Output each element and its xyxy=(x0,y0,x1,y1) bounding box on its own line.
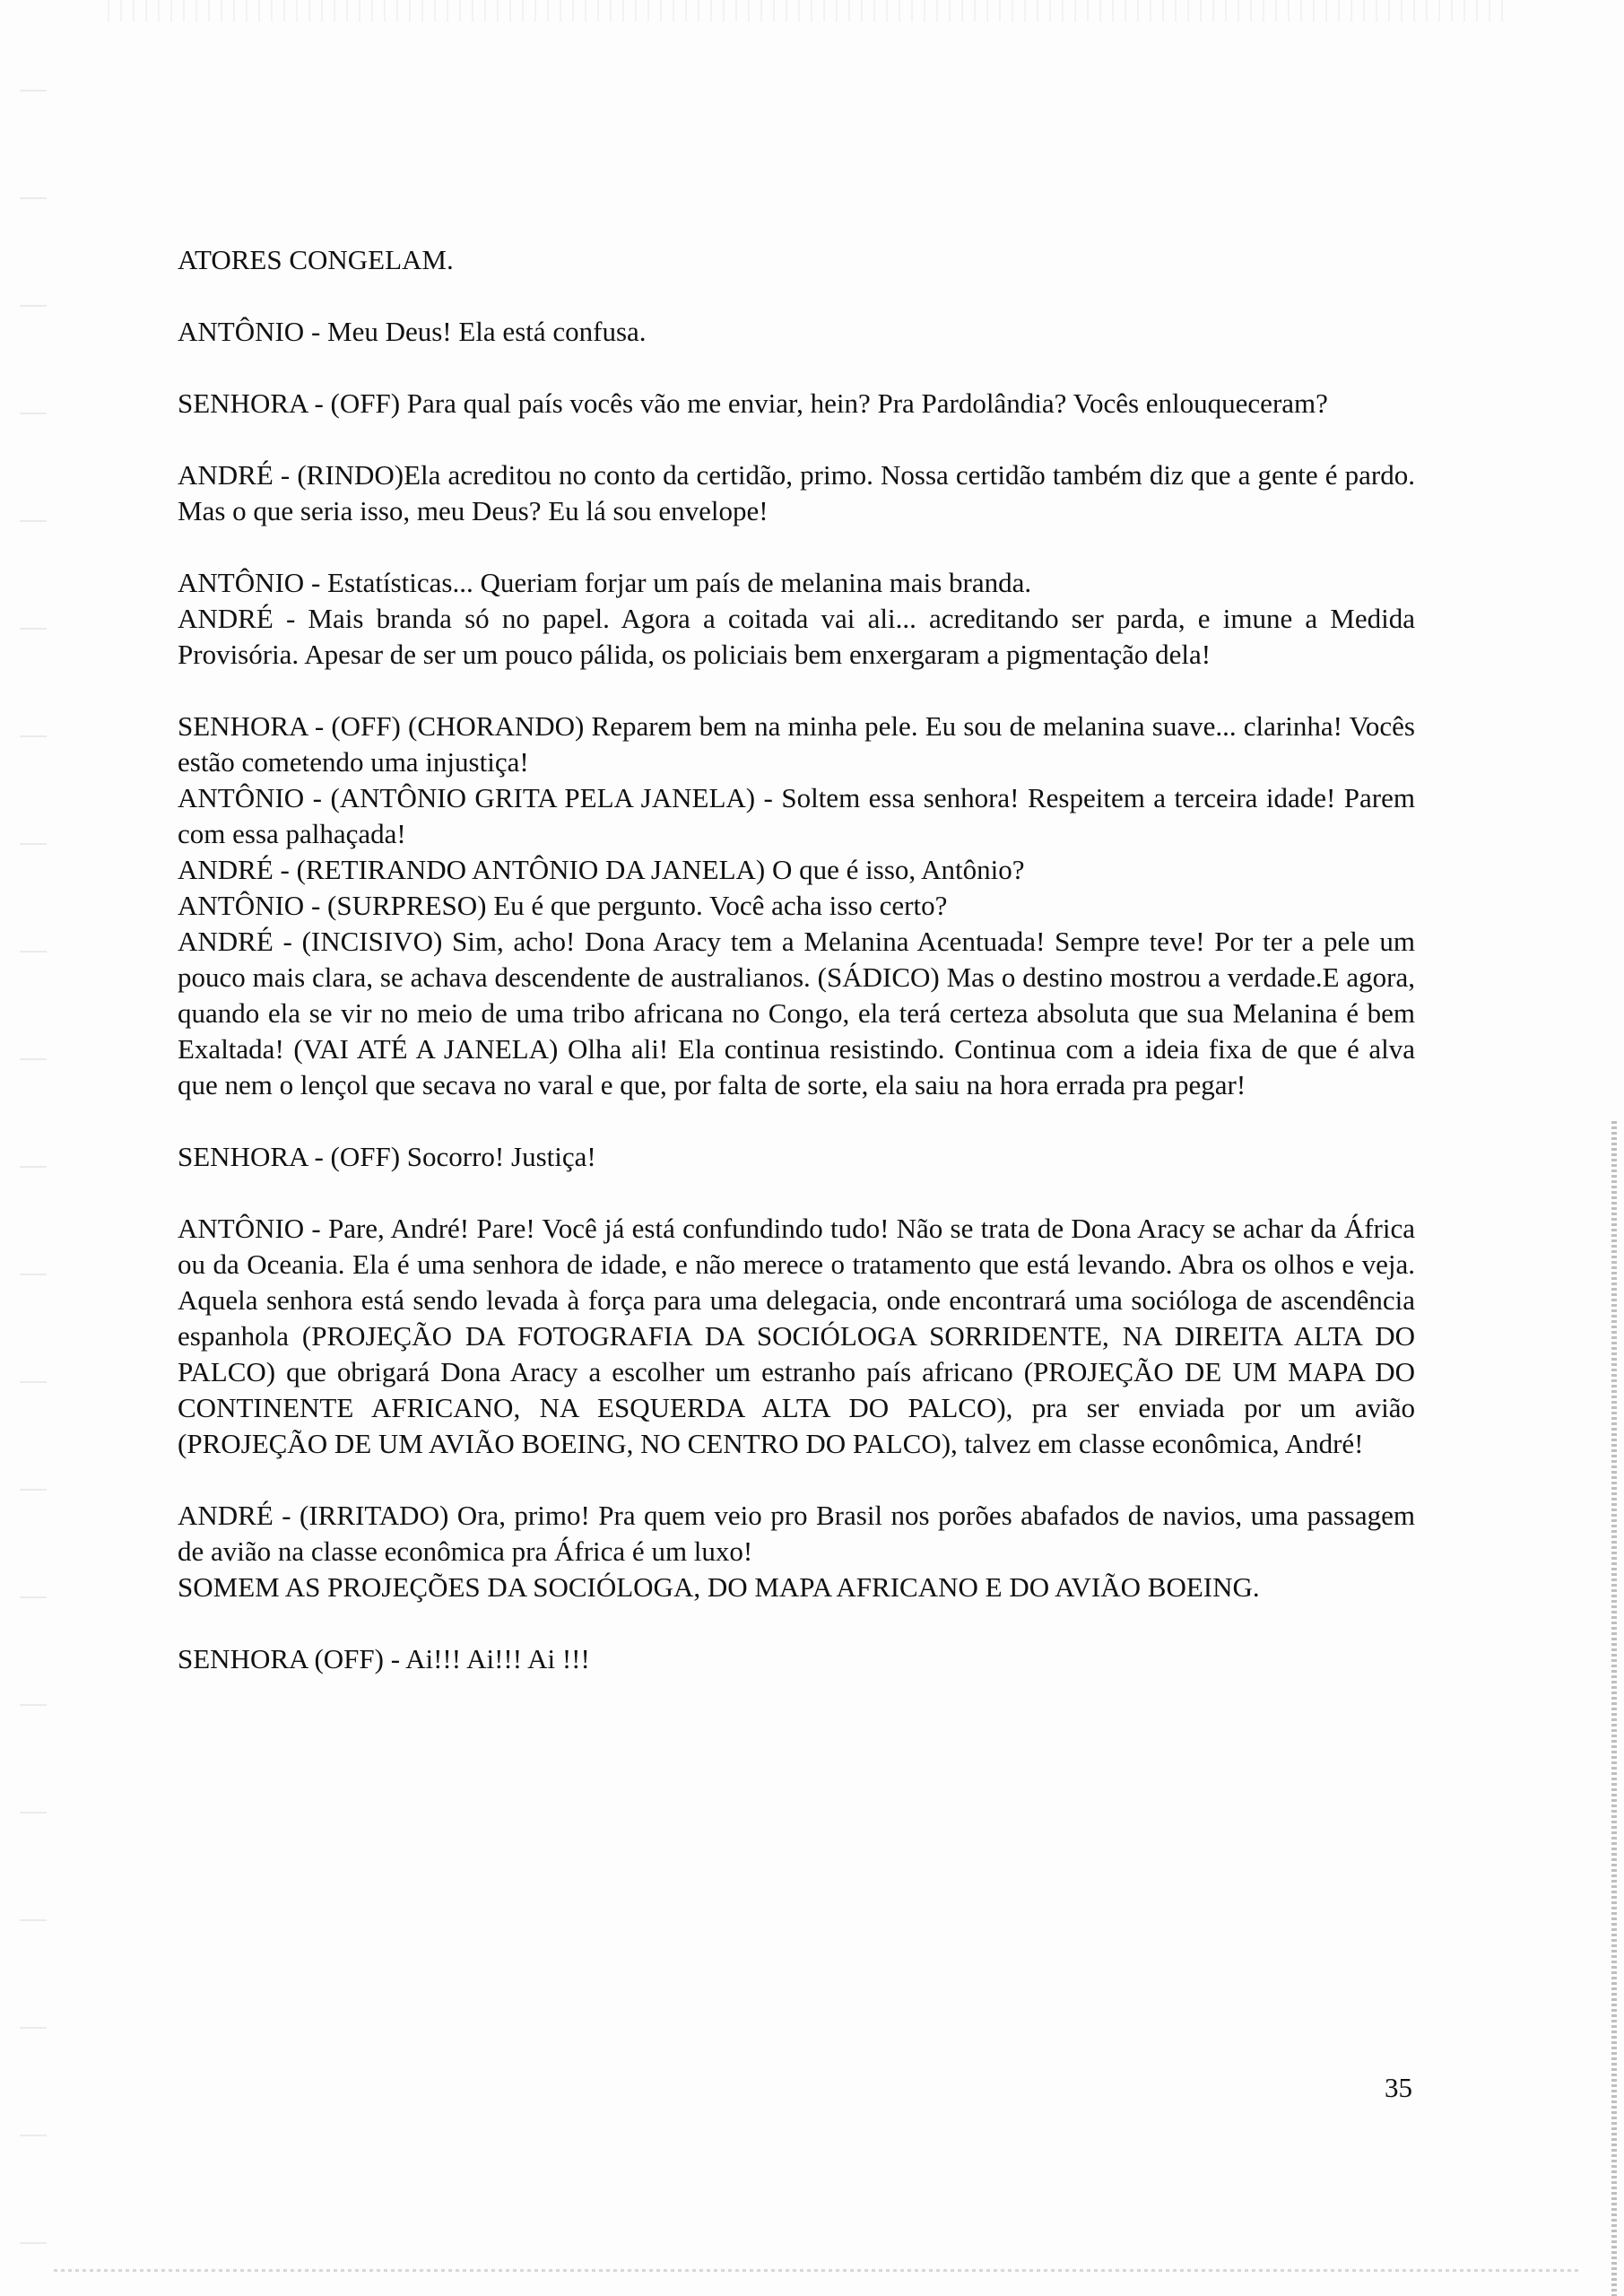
script-text xyxy=(178,242,1415,1677)
dialogue-line: SENHORA - (OFF) Socorro! Justiça! xyxy=(178,1141,596,1172)
dialogue-line: ANDRÉ - (RETIRANDO ANTÔNIO DA JANELA) O que é isso, Antônio? xyxy=(178,854,1025,885)
dialogue-line: ANDRÉ - (RINDO)Ela acreditou no conto da certidão, primo. Nossa certidão também diz que a gente é pardo. Mas o que seria isso, meu Deus? Eu lá sou envelope! xyxy=(178,459,1415,526)
scan-artifact-right xyxy=(1611,1121,1617,2296)
stage-direction: SOMEM AS PROJEÇÕES DA SOCIÓLOGA, DO MAPA AFRICANO E DO AVIÃO BOEING. xyxy=(178,1571,1260,1603)
scan-artifact-top xyxy=(108,0,1507,22)
dialogue-line: ANTÔNIO - (ANTÔNIO GRITA PELA JANELA) - Soltem essa senhora! Respeitem a terceira idade! Parem com essa palhaçada! xyxy=(178,782,1415,849)
dialogue-line: ANTÔNIO - Estatísticas... Queriam forjar um país de melanina mais branda. xyxy=(178,567,1032,598)
dialogue-line: ANDRÉ - (INCISIVO) Sim, acho! Dona Aracy tem a Melanina Acentuada! Sempre teve! Por ter a pele um pouco mais clara, se achava descendente de australianos. (SÁDICO) Mas o destino mostrou a verdade.E agora, quando ela se vir no meio de uma tribo africana no Congo, ela terá certeza absoluta que sua Melanina é bem Exaltada! (VAI ATÉ A JANELA) Olha ali! Ela continua resistindo. Continua com a ideia fixa de que é alva que nem o lençol que secava no varal e que, por falta de sorte, ela saiu na hora errada pra pegar! xyxy=(178,926,1415,1100)
scan-artifact-left xyxy=(20,36,47,2278)
dialogue-line: ANDRÉ - (IRRITADO) Ora, primo! Pra quem veio pro Brasil nos porões abafados de navios, uma passagem de avião na classe econômica pra África é um luxo! xyxy=(178,1500,1415,1567)
dialogue-line: ANDRÉ - Mais branda só no papel. Agora a coitada vai ali... acreditando ser parda, e imune a Medida Provisória. Apesar de ser um pouco pálida, os policiais bem enxergaram a pigmentação dela! xyxy=(178,603,1415,670)
dialogue-line: SENHORA - (OFF) Para qual país vocês vão me enviar, hein? Pra Pardolândia? Vocês enlouqueceram? xyxy=(178,387,1328,419)
dialogue-line: SENHORA - (OFF) (CHORANDO) Reparem bem na minha pele. Eu sou de melanina suave... clarinha! Vocês estão cometendo uma injustiça! xyxy=(178,710,1415,778)
page-number: 35 xyxy=(1385,2072,1412,2103)
dialogue-line: ANTÔNIO - (SURPRESO) Eu é que pergunto. Você acha isso certo? xyxy=(178,890,948,921)
scan-artifact-bottom xyxy=(54,2269,1578,2272)
dialogue-line: SENHORA (OFF) - Ai!!! Ai!!! Ai !!! xyxy=(178,1643,590,1674)
dialogue-line: ANTÔNIO - Pare, André! Pare! Você já está confundindo tudo! Não se trata de Dona Aracy se achar da África ou da Oceania. Ela é uma senhora de idade, e não merece o tratamento que está levando. Abra os olhos e veja. Aquela senhora está sendo levada à força para uma delegacia, onde encontrará uma socióloga de ascendência espanhola (PROJEÇÃO DA FOTOGRAFIA DA SOCIÓLOGA SORRIDENTE, NA DIREITA ALTA DO PALCO) que obrigará Dona Aracy a escolher um estranho país africano (PROJEÇÃO DE UM MAPA DO CONTINENTE AFRICANO, NA ESQUERDA ALTA DO PALCO), pra ser enviada por um avião (PROJEÇÃO DE UM AVIÃO BOEING, NO CENTRO DO PALCO), talvez em classe econômica, André! xyxy=(178,1213,1415,1459)
stage-direction: ATORES CONGELAM. xyxy=(178,244,454,275)
dialogue-line: ANTÔNIO - Meu Deus! Ela está confusa. xyxy=(178,316,647,347)
